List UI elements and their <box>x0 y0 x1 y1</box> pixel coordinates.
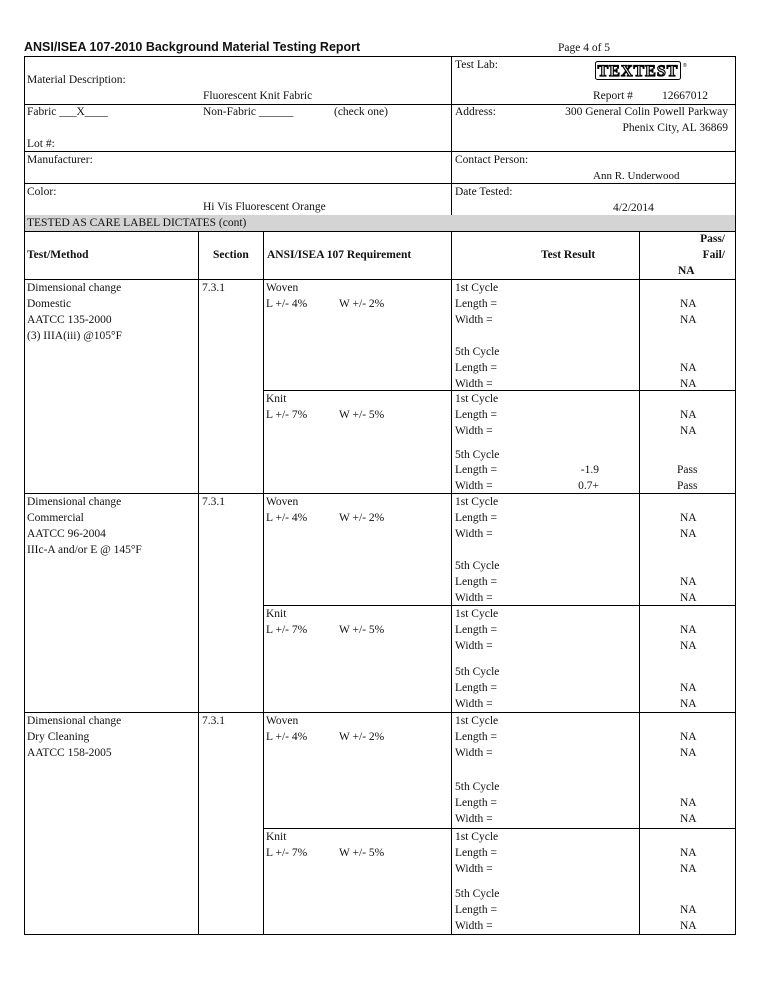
divider-col-headers <box>24 279 736 280</box>
contact-label: Contact Person: <box>455 154 529 166</box>
section-band-title: TESTED AS CARE LABEL DICTATES (cont) <box>27 217 247 229</box>
length-label: Length = <box>455 797 497 809</box>
result-na: NA <box>680 698 697 710</box>
length-label: Length = <box>455 624 497 636</box>
cycle-label: 1st Cycle <box>455 715 499 727</box>
length-label: Length = <box>455 904 497 916</box>
contact-value: Ann R. Underwood <box>593 170 680 182</box>
color-label: Color: <box>27 186 57 198</box>
width-label: Width = <box>455 314 493 326</box>
col-header-result: Test Result <box>541 249 596 261</box>
logo-text: TEXTEST <box>597 63 679 80</box>
fabric-type: Knit <box>266 608 287 620</box>
method-line: AATCC 96-2004 <box>27 528 106 540</box>
width-label: Width = <box>455 528 493 540</box>
width-label: Width = <box>455 480 493 492</box>
method-line: Dimensional change <box>27 282 122 294</box>
result-na: NA <box>680 362 697 374</box>
date-value: 4/2/2014 <box>613 202 654 214</box>
length-label: Length = <box>455 847 497 859</box>
req-length: L +/- 4% <box>266 512 308 524</box>
page-indicator: Page 4 of 5 <box>558 42 611 54</box>
result-na: NA <box>680 576 697 588</box>
width-label: Width = <box>455 863 493 875</box>
method-line: IIIc-A and/or E @ 145°F <box>27 544 142 556</box>
fabric-type: Woven <box>266 496 299 508</box>
result-na: NA <box>680 863 697 875</box>
result-na: NA <box>680 314 697 326</box>
length-label: Length = <box>455 298 497 310</box>
length-label: Length = <box>455 682 497 694</box>
fabric-type: Woven <box>266 282 299 294</box>
width-label: Width = <box>455 698 493 710</box>
req-width: W +/- 2% <box>339 512 385 524</box>
req-width: W +/- 5% <box>339 624 385 636</box>
report-title: ANSI/ISEA 107-2010 Background Material Testing Report <box>24 40 361 54</box>
check-one-note: (check one) <box>334 106 388 118</box>
cycle-label: 1st Cycle <box>455 393 499 405</box>
method-line: Dry Cleaning <box>27 731 90 743</box>
req-width: W +/- 5% <box>339 409 385 421</box>
divider-row2 <box>24 151 736 152</box>
section-number: 7.3.1 <box>202 496 225 508</box>
method-line: Domestic <box>27 298 72 310</box>
result-na: NA <box>680 624 697 636</box>
divider-test2 <box>24 712 736 713</box>
result-na: NA <box>680 592 697 604</box>
req-length: L +/- 4% <box>266 731 308 743</box>
result-pass: Pass <box>677 464 698 476</box>
req-length: L +/- 7% <box>266 409 308 421</box>
method-line: AATCC 135-2000 <box>27 314 112 326</box>
length-label: Length = <box>455 576 497 588</box>
col-header-requirement: ANSI/ISEA 107 Requirement <box>267 249 412 261</box>
manufacturer-label: Manufacturer: <box>27 154 93 166</box>
divider-sub1 <box>263 390 736 391</box>
result-na: NA <box>680 813 697 825</box>
cycle-label: 1st Cycle <box>455 282 499 294</box>
frame-top <box>24 56 736 57</box>
length-label: Length = <box>455 409 497 421</box>
col-divider-result <box>451 231 452 934</box>
method-line: (3) IIIA(iii) @105°F <box>27 330 123 342</box>
width-value: 0.7+ <box>578 480 599 492</box>
req-length: L +/- 7% <box>266 624 308 636</box>
material-label: Material Description: <box>27 74 126 86</box>
result-na: NA <box>680 512 697 524</box>
width-label: Width = <box>455 747 493 759</box>
result-pass: Pass <box>677 480 698 492</box>
date-label: Date Tested: <box>455 186 513 198</box>
result-na: NA <box>680 731 697 743</box>
address-label: Address: <box>455 106 496 118</box>
divider-sub2 <box>263 605 736 606</box>
result-na: NA <box>680 425 697 437</box>
col-divider-pass <box>639 231 640 934</box>
result-na: NA <box>680 904 697 916</box>
cycle-label: 5th Cycle <box>455 449 500 461</box>
result-na: NA <box>680 920 697 932</box>
req-length: L +/- 4% <box>266 298 308 310</box>
non-fabric-label: Non-Fabric ______ <box>203 106 294 118</box>
cycle-label: 1st Cycle <box>455 831 499 843</box>
req-length: L +/- 7% <box>266 847 308 859</box>
report-number: 12667012 <box>662 90 708 102</box>
req-width: W +/- 2% <box>339 298 385 310</box>
result-na: NA <box>680 298 697 310</box>
width-label: Width = <box>455 592 493 604</box>
test-lab-label: Test Lab: <box>455 59 498 71</box>
result-na: NA <box>680 797 697 809</box>
fabric-type: Woven <box>266 715 299 727</box>
col-divider-requirement <box>263 231 264 934</box>
cycle-label: 5th Cycle <box>455 666 500 678</box>
col-header-section: Section <box>213 249 249 261</box>
req-width: W +/- 2% <box>339 731 385 743</box>
length-value: -1.9 <box>580 464 599 476</box>
col-header-test-method: Test/Method <box>27 249 89 261</box>
color-value: Hi Vis Fluorescent Orange <box>203 201 326 213</box>
cycle-label: 5th Cycle <box>455 888 500 900</box>
fabric-label: Fabric ___X____ <box>27 106 108 118</box>
width-label: Width = <box>455 378 493 390</box>
width-label: Width = <box>455 813 493 825</box>
cycle-label: 5th Cycle <box>455 781 500 793</box>
cycle-label: 5th Cycle <box>455 346 500 358</box>
result-na: NA <box>680 747 697 759</box>
fabric-type: Knit <box>266 393 287 405</box>
method-line: Commercial <box>27 512 84 524</box>
width-label: Width = <box>455 425 493 437</box>
result-na: NA <box>680 682 697 694</box>
frame-bottom <box>24 934 736 935</box>
divider-row3 <box>24 183 736 184</box>
method-line: AATCC 158-2005 <box>27 747 112 759</box>
address-line2: Phenix City, AL 36869 <box>622 122 728 134</box>
cycle-label: 1st Cycle <box>455 608 499 620</box>
col-header-pass-1: Pass/ <box>700 233 725 245</box>
length-label: Length = <box>455 464 497 476</box>
divider-sub3 <box>263 828 736 829</box>
divider-band <box>24 231 736 232</box>
address-line1: 300 General Colin Powell Parkway <box>565 106 728 118</box>
report-label: Report # <box>593 90 633 102</box>
cycle-label: 1st Cycle <box>455 496 499 508</box>
method-line: Dimensional change <box>27 715 122 727</box>
frame-left <box>24 56 25 934</box>
cycle-label: 5th Cycle <box>455 560 500 572</box>
result-na: NA <box>680 378 697 390</box>
fabric-type: Knit <box>266 831 287 843</box>
info-divider <box>451 56 452 215</box>
frame-right <box>735 56 736 934</box>
material-value: Fluorescent Knit Fabric <box>203 90 313 102</box>
length-label: Length = <box>455 362 497 374</box>
col-header-pass-2: Fail/ <box>702 249 725 261</box>
length-label: Length = <box>455 731 497 743</box>
length-label: Length = <box>455 512 497 524</box>
req-width: W +/- 5% <box>339 847 385 859</box>
section-number: 7.3.1 <box>202 715 225 727</box>
result-na: NA <box>680 409 697 421</box>
result-na: NA <box>680 847 697 859</box>
width-label: Width = <box>455 920 493 932</box>
method-line: Dimensional change <box>27 496 122 508</box>
result-na: NA <box>680 528 697 540</box>
col-divider-section <box>198 231 199 934</box>
col-header-pass-3: NA <box>678 265 695 277</box>
divider-test1 <box>24 493 736 494</box>
textest-logo <box>595 61 687 81</box>
lot-label: Lot #: <box>27 138 55 150</box>
width-label: Width = <box>455 640 493 652</box>
section-number: 7.3.1 <box>202 282 225 294</box>
svg-text:®: ® <box>683 63 687 69</box>
result-na: NA <box>680 640 697 652</box>
